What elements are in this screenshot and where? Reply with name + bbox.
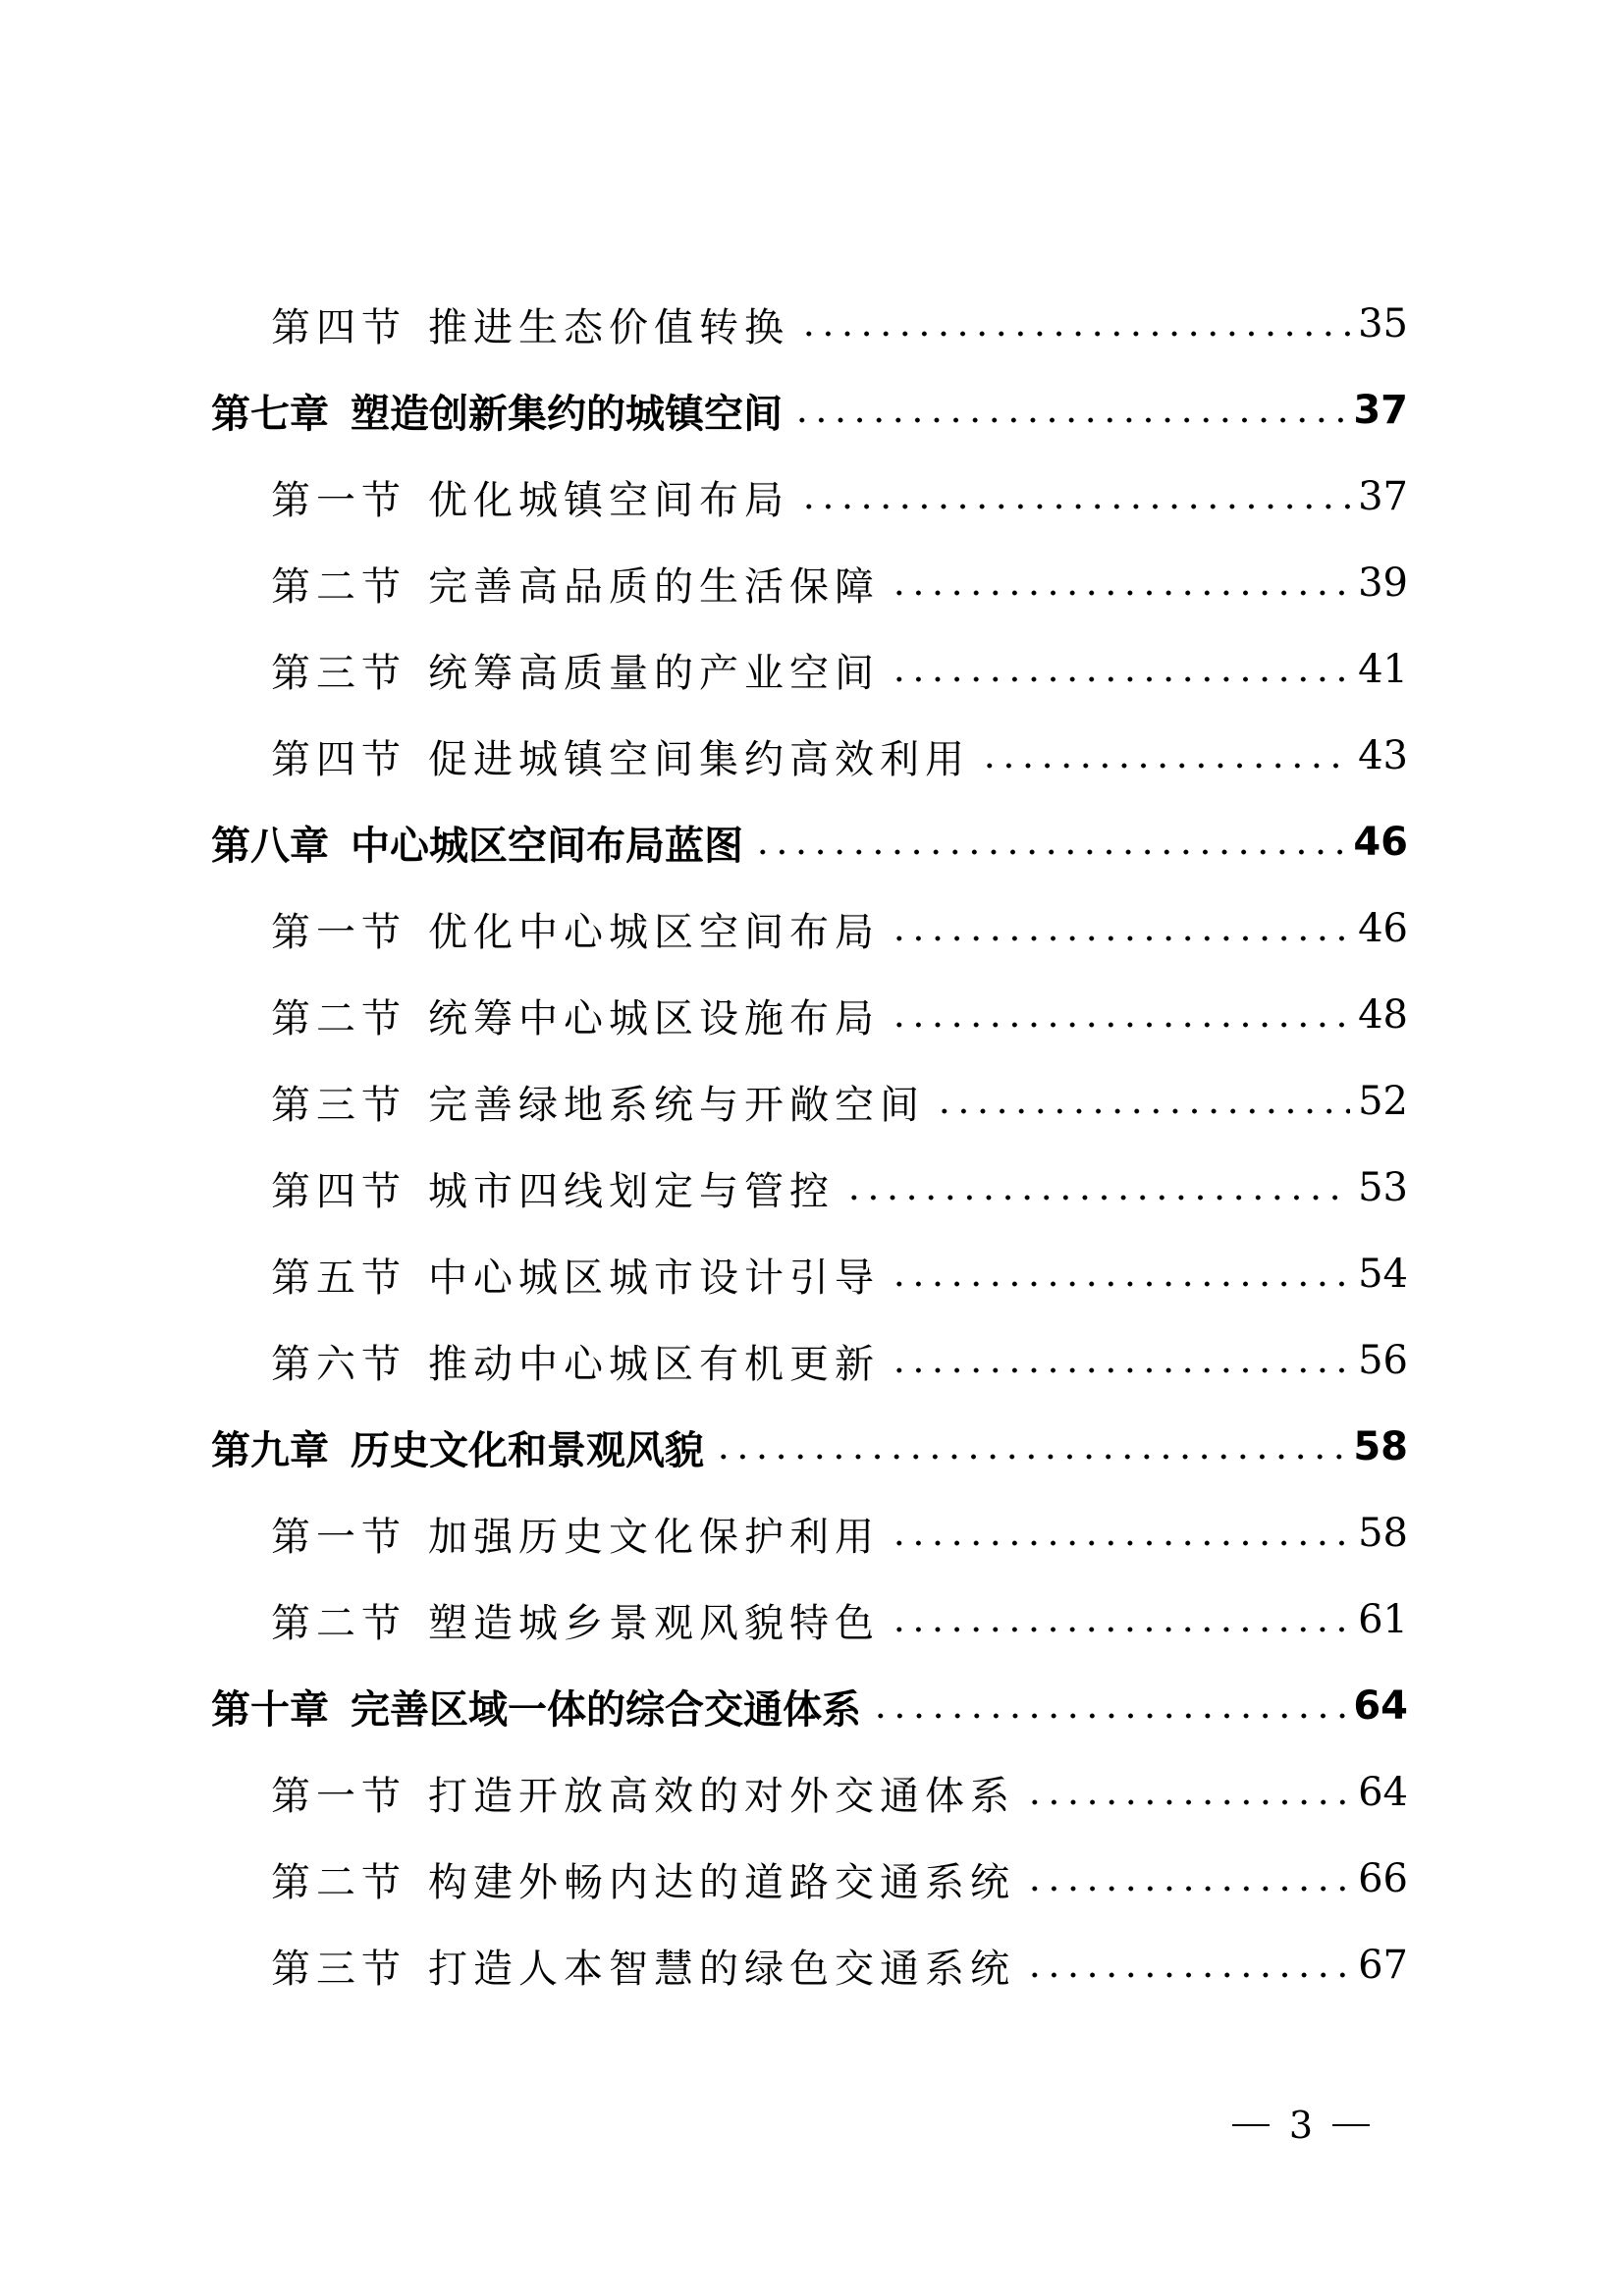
page-number: 3 bbox=[1288, 2104, 1314, 2147]
toc-entry-page: 37 bbox=[1358, 474, 1408, 519]
toc-entry-title: 中心城区空间布局蓝图 bbox=[351, 823, 743, 869]
toc-entry-page: 35 bbox=[1358, 301, 1408, 347]
toc-entry-page: 46 bbox=[1353, 820, 1408, 865]
toc-entry-number: 第二节 bbox=[271, 995, 406, 1041]
footer-dash-left bbox=[1232, 2124, 1270, 2126]
dot-leader bbox=[844, 1193, 1350, 1202]
toc-entry-page: 58 bbox=[1358, 1511, 1408, 1556]
toc-entry-number: 第二节 bbox=[271, 1859, 406, 1905]
footer-dash-right bbox=[1332, 2124, 1370, 2126]
toc-entry-title: 打造人本智慧的绿色交通系统 bbox=[428, 1946, 1015, 1992]
dot-leader bbox=[871, 1711, 1345, 1721]
toc-entry-number: 第三节 bbox=[271, 1946, 406, 1992]
dot-leader bbox=[890, 1020, 1350, 1030]
toc-entry-title: 中心城区城市设计引导 bbox=[428, 1255, 880, 1301]
toc-entry-section[interactable] bbox=[271, 1245, 1408, 1304]
toc-entry-page: 43 bbox=[1358, 733, 1408, 778]
toc-entry-section[interactable] bbox=[271, 1158, 1408, 1217]
toc-entry-number: 第四节 bbox=[271, 1168, 406, 1214]
toc-entry-number: 第六节 bbox=[271, 1341, 406, 1387]
dot-leader bbox=[980, 761, 1350, 771]
toc-entry-chapter[interactable] bbox=[211, 381, 1408, 440]
dot-leader bbox=[890, 934, 1350, 943]
toc-entry-section[interactable] bbox=[271, 294, 1408, 353]
dot-leader bbox=[890, 1538, 1350, 1548]
toc-entry-number: 第三节 bbox=[271, 650, 406, 696]
dot-leader bbox=[792, 415, 1345, 425]
dot-leader bbox=[753, 847, 1345, 857]
toc-entry-page: 66 bbox=[1358, 1856, 1408, 1901]
toc-entry-number: 第四节 bbox=[271, 304, 406, 350]
toc-entry-title: 完善高品质的生活保障 bbox=[428, 563, 880, 610]
toc-entry-title: 历史文化和景观风貌 bbox=[351, 1427, 704, 1473]
toc-entry-page: 53 bbox=[1358, 1165, 1408, 1210]
toc-entry-number: 第一节 bbox=[271, 909, 406, 955]
toc-entry-page: 48 bbox=[1358, 992, 1408, 1038]
toc-entry-section[interactable] bbox=[271, 899, 1408, 958]
toc-entry-title: 城市四线划定与管控 bbox=[428, 1168, 835, 1214]
toc-entry-section[interactable] bbox=[271, 1504, 1408, 1563]
toc-entry-number: 第七章 bbox=[211, 391, 329, 437]
dot-leader bbox=[890, 1279, 1350, 1289]
dot-leader bbox=[714, 1452, 1345, 1462]
toc-entry-page: 37 bbox=[1353, 388, 1408, 433]
dot-leader bbox=[935, 1106, 1350, 1116]
toc-entry-title: 推进生态价值转换 bbox=[428, 304, 789, 350]
toc-entry-page: 54 bbox=[1358, 1252, 1408, 1297]
toc-entry-page: 64 bbox=[1353, 1683, 1408, 1729]
toc-entry-number: 第一节 bbox=[271, 1514, 406, 1560]
toc-entry-number: 第二节 bbox=[271, 1600, 406, 1646]
toc-entry-page: 58 bbox=[1353, 1424, 1408, 1469]
toc-entry-page: 61 bbox=[1358, 1597, 1408, 1642]
toc-entry-number: 第二节 bbox=[271, 563, 406, 610]
toc-entry-section[interactable] bbox=[271, 1331, 1408, 1390]
dot-leader bbox=[799, 329, 1350, 339]
dot-leader bbox=[799, 502, 1350, 511]
toc-entry-title: 塑造城乡景观风貌特色 bbox=[428, 1600, 880, 1646]
toc-entry-section[interactable] bbox=[271, 986, 1408, 1044]
toc-entry-section[interactable] bbox=[271, 640, 1408, 699]
dot-leader bbox=[890, 588, 1350, 598]
toc-entry-number: 第一节 bbox=[271, 477, 406, 523]
toc-entry-page: 67 bbox=[1358, 1943, 1408, 1988]
toc-entry-chapter[interactable] bbox=[211, 1677, 1408, 1735]
toc-entry-page: 64 bbox=[1358, 1770, 1408, 1815]
toc-entry-number: 第十章 bbox=[211, 1686, 329, 1733]
toc-entry-title: 塑造创新集约的城镇空间 bbox=[351, 391, 783, 437]
toc-entry-number: 第一节 bbox=[271, 1773, 406, 1819]
toc-entry-section[interactable] bbox=[271, 1763, 1408, 1822]
toc-entry-section[interactable] bbox=[271, 554, 1408, 613]
dot-leader bbox=[890, 1625, 1350, 1634]
toc-entry-title: 加强历史文化保护利用 bbox=[428, 1514, 880, 1560]
toc-entry-number: 第九章 bbox=[211, 1427, 329, 1473]
toc-entry-page: 39 bbox=[1358, 561, 1408, 606]
dot-leader bbox=[1025, 1884, 1350, 1894]
toc-entry-title: 构建外畅内达的道路交通系统 bbox=[428, 1859, 1015, 1905]
page-footer bbox=[1232, 2101, 1370, 2150]
toc-entry-title: 打造开放高效的对外交通体系 bbox=[428, 1773, 1015, 1819]
toc-entry-title: 完善绿地系统与开敞空间 bbox=[428, 1082, 925, 1128]
toc-entry-title: 优化城镇空间布局 bbox=[428, 477, 789, 523]
toc-entry-section[interactable] bbox=[271, 1936, 1408, 1995]
toc-entry-page: 52 bbox=[1358, 1079, 1408, 1124]
toc-entry-chapter[interactable] bbox=[211, 813, 1408, 872]
toc-entry-section[interactable] bbox=[271, 1072, 1408, 1131]
dot-leader bbox=[890, 674, 1350, 684]
toc-entry-section[interactable] bbox=[271, 467, 1408, 526]
toc-entry-title: 优化中心城区空间布局 bbox=[428, 909, 880, 955]
toc-entry-section[interactable] bbox=[271, 1849, 1408, 1908]
toc-entry-section[interactable] bbox=[271, 726, 1408, 785]
toc-entry-title: 完善区域一体的综合交通体系 bbox=[351, 1686, 861, 1733]
toc-entry-page: 46 bbox=[1358, 906, 1408, 951]
dot-leader bbox=[1025, 1970, 1350, 1980]
dot-leader bbox=[890, 1365, 1350, 1375]
toc-entry-chapter[interactable] bbox=[211, 1417, 1408, 1476]
toc-entry-title: 促进城镇空间集约高效利用 bbox=[428, 736, 970, 782]
toc-entry-title: 推动中心城区有机更新 bbox=[428, 1341, 880, 1387]
toc-entry-title: 统筹高质量的产业空间 bbox=[428, 650, 880, 696]
toc-entry-page: 56 bbox=[1358, 1338, 1408, 1383]
dot-leader bbox=[1025, 1797, 1350, 1807]
toc-entry-number: 第三节 bbox=[271, 1082, 406, 1128]
toc-entry-section[interactable] bbox=[271, 1590, 1408, 1649]
toc-entry-number: 第四节 bbox=[271, 736, 406, 782]
toc-entry-page: 41 bbox=[1358, 647, 1408, 692]
toc-entry-number: 第八章 bbox=[211, 823, 329, 869]
toc-entry-title: 统筹中心城区设施布局 bbox=[428, 995, 880, 1041]
toc-entry-number: 第五节 bbox=[271, 1255, 406, 1301]
